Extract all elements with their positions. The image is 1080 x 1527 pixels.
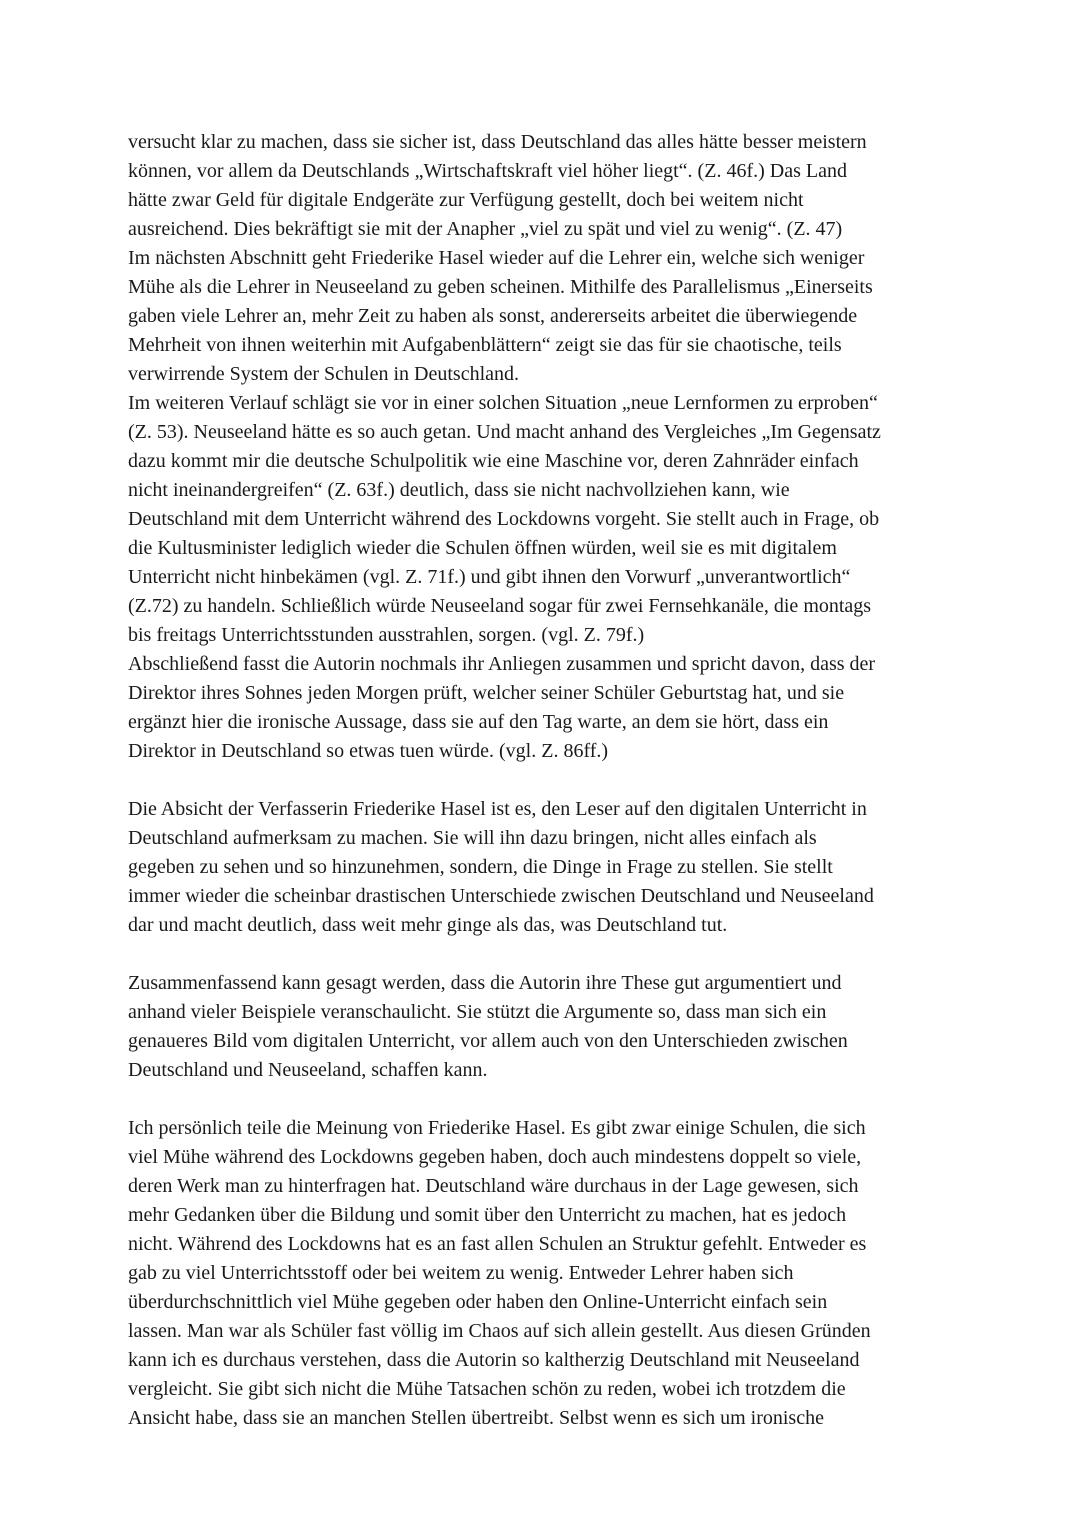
paragraph — [128, 795, 968, 940]
paragraph — [128, 128, 968, 244]
text-line: vergleicht. Sie gibt sich nicht die Mühe Tatsachen schön zu reden, wobei ich trotzdem die — [128, 1378, 846, 1400]
paragraph — [128, 650, 968, 766]
paragraph — [128, 244, 968, 389]
text-line: Abschließend fasst die Autorin nochmals ihr Anliegen zusammen und spricht davon, dass der — [128, 653, 876, 675]
text-line: nicht ineinandergreifen“ (Z. 63f.) deutlich, dass sie nicht nachvollziehen kann, wie — [128, 479, 790, 501]
text-line: Im nächsten Abschnitt geht Friederike Hasel wieder auf die Lehrer ein, welche sich weniger — [128, 247, 865, 269]
text-line: versucht klar zu machen, dass sie sicher ist, dass Deutschland das alles hätte besser meistern — [128, 131, 867, 153]
text-line: lassen. Man war als Schüler fast völlig im Chaos auf sich allein gestellt. Aus diesen Gründen — [128, 1320, 871, 1342]
text-line: bis freitags Unterrichtsstunden ausstrahlen, sorgen. (vgl. Z. 79f.) — [128, 624, 645, 646]
text-line: genaueres Bild vom digitalen Unterricht, vor allem auch von den Unterschieden zwischen — [128, 1030, 848, 1052]
text-line: hätte zwar Geld für digitale Endgeräte zur Verfügung gestellt, doch bei weitem nicht — [128, 189, 804, 211]
text-line: kann ich es durchaus verstehen, dass die Autorin so kaltherzig Deutschland mit Neuseeland — [128, 1349, 860, 1371]
text-line: (Z. 53). Neuseeland hätte es so auch getan. Und macht anhand des Vergleiches „Im Gegensatz — [128, 421, 881, 443]
paragraph — [128, 969, 968, 1085]
text-line: Direktor ihres Sohnes jeden Morgen prüft, welcher seiner Schüler Geburtstag hat, und sie — [128, 682, 845, 704]
text-line: Direktor in Deutschland so etwas tuen würde. (vgl. Z. 86ff.) — [128, 740, 609, 762]
text-line: anhand vieler Beispiele veranschaulicht. Sie stützt die Argumente so, dass man sich ein — [128, 1001, 827, 1023]
text-line: Im weiteren Verlauf schlägt sie vor in einer solchen Situation „neue Lernformen zu erproben“ — [128, 392, 878, 414]
text-line: können, vor allem da Deutschlands „Wirtschaftskraft viel höher liegt“. (Z. 46f.) Das Land — [128, 160, 847, 182]
text-line: Ansicht habe, dass sie an manchen Stellen übertreibt. Selbst wenn es sich um ironische — [128, 1407, 824, 1429]
text-line: Deutschland aufmerksam zu machen. Sie will ihn dazu bringen, nicht alles einfach als — [128, 827, 817, 849]
paragraph-spacer — [128, 940, 968, 969]
text-line: (Z.72) zu handeln. Schließlich würde Neuseeland sogar für zwei Fernsehkanäle, die montags — [128, 595, 872, 617]
text-line: Unterricht nicht hinbekämen (vgl. Z. 71f.) und gibt ihnen den Vorwurf „unverantwortlich“ — [128, 566, 851, 588]
text-line: überdurchschnittlich viel Mühe gegeben oder haben den Online-Unterricht einfach sein — [128, 1291, 828, 1313]
text-line: Deutschland mit dem Unterricht während des Lockdowns vorgeht. Sie stellt auch in Frage, ob — [128, 508, 880, 530]
text-line: Ich persönlich teile die Meinung von Friederike Hasel. Es gibt zwar einige Schulen, die sich — [128, 1117, 866, 1139]
text-line: ausreichend. Dies bekräftigt sie mit der Anapher „viel zu spät und viel zu wenig“. (Z. 47) — [128, 218, 843, 240]
text-line: gab zu viel Unterrichtsstoff oder bei weitem zu wenig. Entweder Lehrer haben sich — [128, 1262, 794, 1284]
paragraph — [128, 389, 968, 650]
paragraph — [128, 1114, 968, 1433]
text-line: mehr Gedanken über die Bildung und somit über den Unterricht zu machen, hat es jedoch — [128, 1204, 847, 1226]
paragraph-spacer — [128, 766, 968, 795]
document-body — [128, 128, 968, 1433]
text-line: Mühe als die Lehrer in Neuseeland zu geben scheinen. Mithilfe des Parallelismus „Einerseits — [128, 276, 873, 298]
text-line: deren Werk man zu hinterfragen hat. Deutschland wäre durchaus in der Lage gewesen, sich — [128, 1175, 859, 1197]
text-line: gaben viele Lehrer an, mehr Zeit zu haben als sonst, andererseits arbeitet die überwiegende — [128, 305, 858, 327]
text-line: nicht. Während des Lockdowns hat es an fast allen Schulen an Struktur gefehlt. Entweder es — [128, 1233, 867, 1255]
text-line: Die Absicht der Verfasserin Friederike Hasel ist es, den Leser auf den digitalen Unterricht in — [128, 798, 867, 820]
text-line: Deutschland und Neuseeland, schaffen kann. — [128, 1059, 488, 1081]
text-line: ergänzt hier die ironische Aussage, dass sie auf den Tag warte, an dem sie hört, dass ein — [128, 711, 829, 733]
text-line: gegeben zu sehen und so hinzunehmen, sondern, die Dinge in Frage zu stellen. Sie stellt — [128, 856, 833, 878]
text-line: die Kultusminister lediglich wieder die Schulen öffnen würden, weil sie es mit digitalem — [128, 537, 837, 559]
text-line: viel Mühe während des Lockdowns gegeben haben, doch auch mindestens doppelt so viele, — [128, 1146, 862, 1168]
text-line: Mehrheit von ihnen weiterhin mit Aufgabenblättern“ zeigt sie das für sie chaotische, teils — [128, 334, 842, 356]
text-line: immer wieder die scheinbar drastischen Unterschiede zwischen Deutschland und Neuseeland — [128, 885, 874, 907]
text-line: dar und macht deutlich, dass weit mehr ginge als das, was Deutschland tut. — [128, 914, 728, 936]
text-line: Zusammenfassend kann gesagt werden, dass die Autorin ihre These gut argumentiert und — [128, 972, 842, 994]
paragraph-spacer — [128, 1085, 968, 1114]
text-line: dazu kommt mir die deutsche Schulpolitik wie eine Maschine vor, deren Zahnräder einfach — [128, 450, 859, 472]
text-line: verwirrende System der Schulen in Deutschland. — [128, 363, 520, 385]
